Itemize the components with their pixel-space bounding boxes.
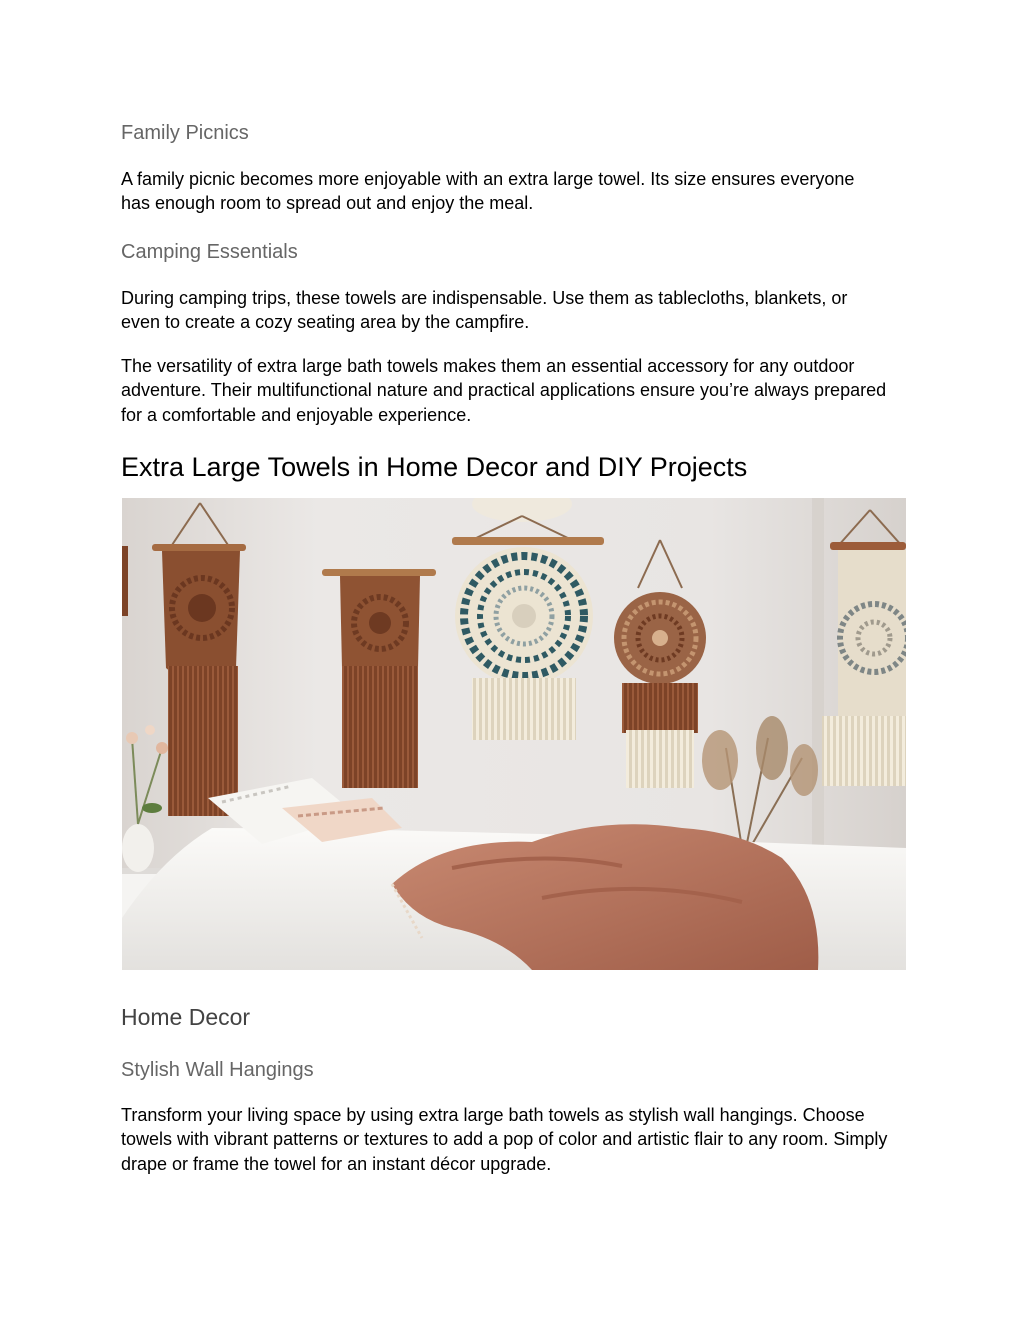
paragraph-line: A family picnic becomes more enjoyable with an extra large towel. Its size ensures everyone bbox=[121, 169, 855, 189]
paragraph-line: even to create a cozy seating area by the campfire. bbox=[121, 312, 530, 333]
paragraph-line: Transform your living space by using extra large bath towels as stylish wall hangings. Choose bbox=[121, 1105, 865, 1125]
paragraph-line: drape or frame the towel for an instant décor upgrade. bbox=[121, 1153, 552, 1174]
paragraph-line: towels with vibrant patterns or textures to add a pop of color and artistic flair to any room. Simply bbox=[121, 1129, 888, 1150]
wall-hangings-heading: Stylish Wall Hangings bbox=[121, 1059, 314, 1081]
paragraph-line: During camping trips, these towels are indispensable. Use them as tablecloths, blankets, or bbox=[121, 288, 848, 308]
bedroom-wall-hangings-photo bbox=[122, 498, 906, 970]
family-picnics-paragraph bbox=[121, 167, 911, 216]
paragraph-line: The versatility of extra large bath towels makes them an essential accessory for any outdoor bbox=[121, 356, 855, 376]
home-decor-heading: Home Decor bbox=[121, 1004, 251, 1030]
left-edge-hanging bbox=[122, 546, 128, 616]
family-picnics-heading: Family Picnics bbox=[121, 122, 249, 144]
paragraph-line: for a comfortable and enjoyable experience. bbox=[121, 404, 472, 425]
camping-essentials-heading: Camping Essentials bbox=[121, 241, 298, 263]
versatility-paragraph bbox=[121, 354, 911, 427]
paragraph-line: has enough room to spread out and enjoy the meal. bbox=[121, 193, 534, 214]
section-title: Extra Large Towels in Home Decor and DIY Projects bbox=[121, 452, 748, 482]
wall-hangings-paragraph bbox=[121, 1103, 911, 1176]
camping-paragraph bbox=[121, 286, 911, 335]
paragraph-line: adventure. Their multifunctional nature and practical applications ensure you’re always prepared bbox=[121, 380, 887, 401]
